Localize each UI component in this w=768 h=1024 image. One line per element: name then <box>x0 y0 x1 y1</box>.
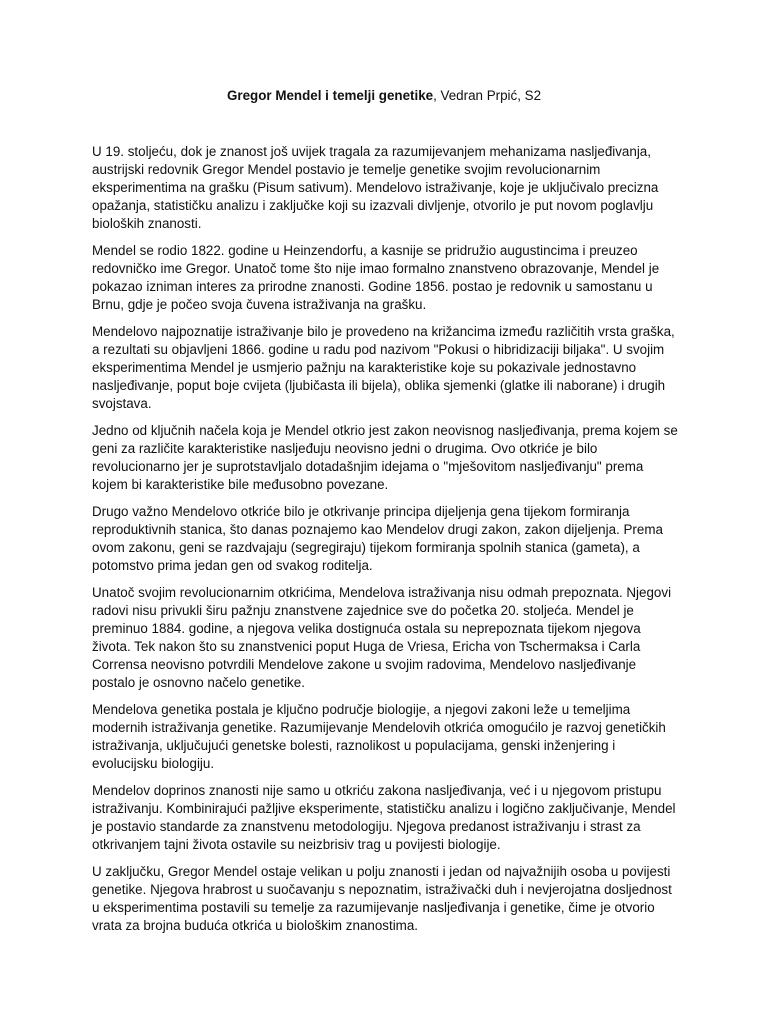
paragraph-3: Mendelovo najpoznatije istraživanje bilo je provedeno na križancima između različitih vrsta graška, a rezultati su objavljeni 1866. godine u radu pod nazivom "Pokusi o hibridizaciji biljaka". U svojim eksperimentima Mendel je usmjerio pažnju na karakteristike koje su pokazivale jednostavno nasljeđivanje, poput boje cvijeta (ljubičasta ili bijela), oblika sjemenki (glatke ili naborane) i drugih svojstava. <box>92 324 675 411</box>
document-title <box>0 87 768 105</box>
paragraph-2: Mendel se rodio 1822. godine u Heinzendorfu, a kasnije se pridružio augustincima i preuzeo redovničko ime Gregor. Unatoč tome što nije imao formalno znanstveno obrazovanje, Mendel je pokazao izniman interes za prirodne znanosti. Godine 1856. postao je redovnik u samostanu u Brnu, gdje je počeo svoja čuvena istraživanja na grašku. <box>92 243 660 312</box>
paragraph-8: Mendelov doprinos znanosti nije samo u otkriću zakona nasljeđivanja, već i u njegovom pristupu istraživanju. Kombinirajući pažljive eksperimente, statističku analizu i logično zaključivanje, Mendel je postavio standarde za znanstvenu metodologiju. Njegova predanost istraživanju i strast za otkrivanjem tajni života ostavile su neizbrisiv trag u povijesti biologije. <box>92 783 676 852</box>
paragraph-6: Unatoč svojim revolucionarnim otkrićima, Mendelova istraživanja nisu odmah prepoznata. Njegovi radovi nisu privukli širu pažnju znanstvene zajednice sve do početka 20. stoljeća. Mendel je preminuo 1884. godine, a njegova velika dostignuća ostala su neprepoznata tijekom njegova života. Tek nakon što su znanstvenici poput Huga de Vriesa, Ericha von Tschermaksa i Carla Corrensa neovisno potvrdili Mendelove zakone u svojim radovima, Mendelovo nasljeđivanje postalo je osnovno načelo genetike. <box>92 585 672 690</box>
paragraph-4: Jedno od ključnih načela koja je Mendel otkrio jest zakon neovisnog nasljeđivanja, prema kojem se geni za različite karakteristike nasljeđuju neovisno jedni o drugima. Ovo otkriće je bilo revolucionarno jer je suprotstavljalo dotadašnjim idejama o "mješovitom nasljeđivanju" prema kojem bi karakteristike bile međusobno povezane. <box>92 423 678 492</box>
paragraph-7: Mendelova genetika postala je ključno područje biologije, a njegovi zakoni leže u temeljima modernih istraživanja genetike. Razumijevanje Mendelovih otkrića omogućilo je razvoj genetičkih istraživanja, uključujući genetske bolesti, raznolikost u populacijama, genski inženjering i evolucijsku biologiju. <box>92 702 666 771</box>
title-author: , Vedran Prpić, S2 <box>433 88 542 103</box>
paragraph-1: U 19. stoljeću, dok je znanost još uvijek tragala za razumijevanjem mehanizama nasljeđivanja, austrijski redovnik Gregor Mendel postavio je temelje genetike svojim revolucionarnim eksperimentima na grašku (Pisum sativum). Mendelovo istraživanje, koje je uključivalo precizna opažanja, statističku analizu i zaključke koji su izazvali divljenje, otvorilo je put novom poglavlju bioloških znanosti. <box>92 144 659 231</box>
document-body <box>92 143 682 944</box>
paragraph-9: U zaključku, Gregor Mendel ostaje velikan u polju znanosti i jedan od najvažnijih osoba u povijesti genetike. Njegova hrabrost u suočavanju s nepoznatim, istraživački duh i nevjerojatna dosljednost u eksperimentima postavili su temelje za razumijevanje nasljeđivanja i genetike, čime je otvorio vrata za brojna buduća otkrića u biološkim znanostima. <box>92 864 672 933</box>
title-main: Gregor Mendel i temelji genetike <box>226 88 434 103</box>
paragraph-5: Drugo važno Mendelovo otkriće bilo je otkrivanje principa dijeljenja gena tijekom formiranja reproduktivnih stanica, što danas poznajemo kao Mendelov drugi zakon, zakon dijeljenja. Prema ovom zakonu, geni se razdvajaju (segregiraju) tijekom formiranja spolnih stanica (gameta), a potomstvo prima jedan gen od svakog roditelja. <box>92 504 663 573</box>
